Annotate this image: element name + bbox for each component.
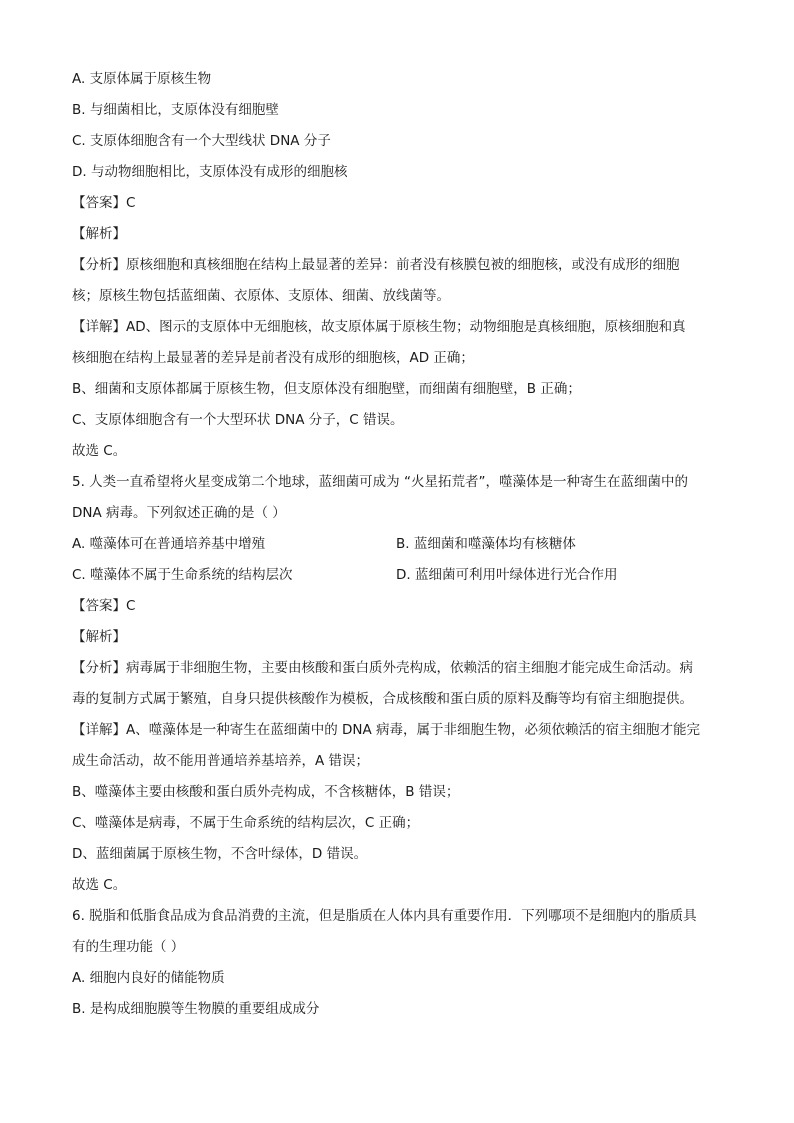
q6-stem-line-2: 有的生理功能（ ） [72, 939, 185, 955]
q4-detail-line-1: 【详解】AD、图示的支原体中无细胞核，故支原体属于原核生物；动物细胞是真核细胞，原核细胞和真 [72, 319, 686, 335]
q5-option-d: D. 蓝细菌可利用叶绿体进行光合作用 [396, 567, 618, 583]
q6-stem-line-1: 6. 脱脂和低脂食品成为食品消费的主流，但是脂质在人体内具有重要作用．下列哪项不是细胞内的脂质具 [72, 908, 697, 924]
q4-jiexi-heading: 【解析】 [72, 226, 126, 242]
q4-option-b: B. 与细菌相比，支原体没有细胞壁 [72, 102, 279, 118]
q5-options-row-2 [72, 560, 722, 591]
q4-analysis-line-2: 核；原核生物包括蓝细菌、衣原体、支原体、细菌、放线菌等。 [72, 288, 450, 304]
q5-detail-line-5: D、蓝细菌属于原核生物，不含叶绿体，D 错误。 [72, 846, 368, 862]
question-5 [72, 467, 722, 901]
q4-detail-line-4: C、支原体细胞含有一个大型环状 DNA 分子，C 错误。 [72, 412, 404, 428]
q4-option-a: A. 支原体属于原核生物 [72, 71, 212, 87]
q5-options-row-1 [72, 529, 722, 560]
q5-option-b: B. 蓝细菌和噬藻体均有核糖体 [396, 536, 576, 552]
q5-conclusion: 故选 C。 [72, 877, 127, 893]
q6-option-a: A. 细胞内良好的储能物质 [72, 970, 225, 986]
question-6 [72, 901, 722, 1025]
q4-option-c: C. 支原体细胞含有一个大型线状 DNA 分子 [72, 133, 331, 149]
q5-detail-line-2: 成生命活动，故不能用普通培养基培养，A 错误； [72, 753, 370, 769]
q5-analysis-line-1: 【分析】病毒属于非细胞生物，主要由核酸和蛋白质外壳构成，依赖活的宿主细胞才能完成生命活动。病 [72, 660, 693, 676]
q5-jiexi-heading: 【解析】 [72, 629, 126, 645]
question-4 [72, 64, 722, 467]
q5-detail-line-3: B、噬藻体主要由核酸和蛋白质外壳构成，不含核糖体，B 错误； [72, 784, 460, 800]
q5-option-a: A. 噬藻体可在普通培养基中增殖 [72, 536, 266, 552]
q5-answer: 【答案】C [72, 598, 136, 614]
q4-analysis-line-1: 【分析】原核细胞和真核细胞在结构上最显著的差异：前者没有核膜包被的细胞核，或没有成形的细胞 [72, 257, 680, 273]
q5-detail-line-4: C、噬藻体是病毒，不属于生命系统的结构层次，C 正确； [72, 815, 420, 831]
q4-conclusion: 故选 C。 [72, 443, 127, 459]
q4-answer: 【答案】C [72, 195, 136, 211]
q5-stem-line-1: 5. 人类一直希望将火星变成第二个地球，蓝细菌可成为 “火星拓荒者”，噬藻体是一种寄生在蓝细菌中的 [72, 474, 688, 490]
q5-stem-line-2: DNA 病毒。下列叙述正确的是（ ） [72, 505, 286, 521]
q4-detail-line-2: 核细胞在结构上最显著的差异是前者没有成形的细胞核，AD 正确； [72, 350, 474, 366]
q6-option-b: B. 是构成细胞膜等生物膜的重要组成成分 [72, 1001, 320, 1017]
q4-option-d: D. 与动物细胞相比，支原体没有成形的细胞核 [72, 164, 348, 180]
q4-detail-line-3: B、细菌和支原体都属于原核生物，但支原体没有细胞壁，而细菌有细胞壁，B 正确； [72, 381, 581, 397]
q5-analysis-line-2: 毒的复制方式属于繁殖，自身只提供核酸作为模板，合成核酸和蛋白质的原料及酶等均有宿主细胞提供。 [72, 691, 693, 707]
q5-detail-line-1: 【详解】A、噬藻体是一种寄生在蓝细菌中的 DNA 病毒，属于非细胞生物，必须依赖活的宿主细胞才能完 [72, 722, 701, 738]
q5-option-c: C. 噬藻体不属于生命系统的结构层次 [72, 567, 293, 583]
